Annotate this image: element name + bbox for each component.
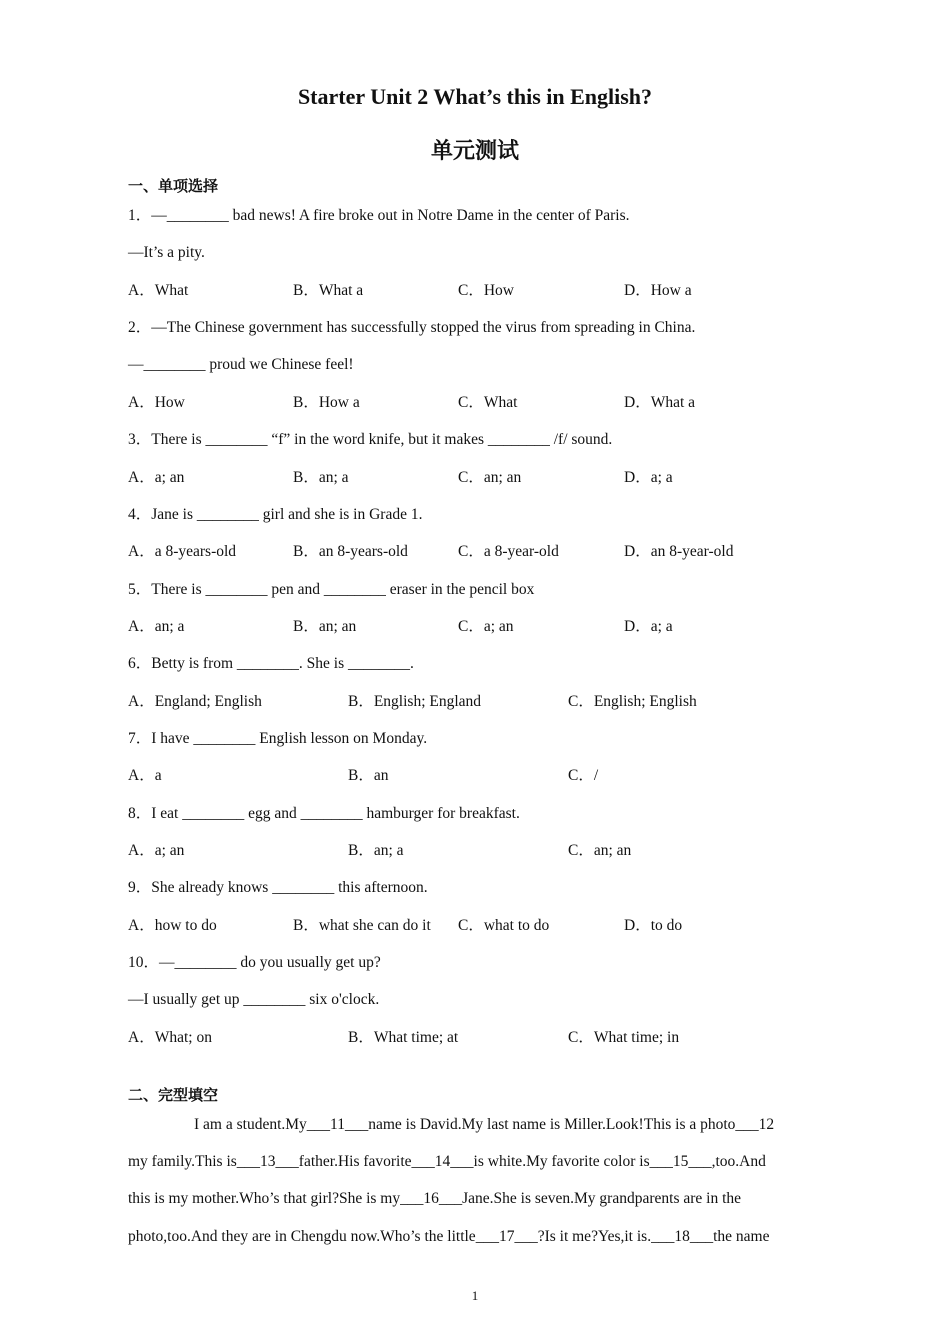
- question-1-line-2: —It’s a pity.: [128, 244, 205, 261]
- question-1-option-b: B．What a: [293, 282, 364, 299]
- question-7-option-a: A．a: [128, 767, 162, 784]
- question-7-option-c: C．/: [568, 767, 599, 784]
- question-2-option-d: D．What a: [624, 394, 696, 411]
- question-1-option-a: A．What: [128, 282, 189, 299]
- question-10-option-a: A．What; on: [128, 1029, 212, 1046]
- question-6-option-c: C．English; English: [568, 693, 697, 710]
- question-4-option-d: D．an 8-year-old: [624, 543, 734, 560]
- question-1-option-c: C．How: [458, 282, 514, 299]
- question-1-option-d: D．How a: [624, 282, 692, 299]
- question-6-option-a: A．England; English: [128, 693, 262, 710]
- question-8-option-c: C．an; an: [568, 842, 632, 859]
- question-2-line-2: —________ proud we Chinese feel!: [128, 356, 354, 373]
- question-2-line-1: 2．—The Chinese government has successfully stopped the virus from spreading in China.: [128, 319, 696, 336]
- page-number: 1: [471, 1288, 479, 1303]
- question-2-option-b: B．How a: [293, 394, 360, 411]
- question-8-option-a: A．a; an: [128, 842, 185, 859]
- question-10-line-2: —I usually get up ________ six o'clock.: [128, 991, 380, 1008]
- passage-line-1: I am a student.My___11___name is David.My last name is Miller.Look!This is a photo___12: [194, 1116, 775, 1133]
- section-heading-cloze: 二、完型填空: [128, 1086, 219, 1104]
- question-5-option-b: B．an; an: [293, 618, 357, 635]
- question-9-option-b: B．what she can do it: [293, 917, 431, 934]
- passage-line-4: photo,too.And they are in Chengdu now.Who’s the little___17___?Is it me?Yes,it is.___18___the name: [128, 1228, 770, 1245]
- question-9-option-d: D．to do: [624, 917, 683, 934]
- question-10-option-c: C．What time; in: [568, 1029, 680, 1046]
- passage-line-2: my family.This is___13___father.His favorite___14___is white.My favorite color is___15___,too.And: [128, 1153, 766, 1170]
- question-4-option-b: B．an 8-years-old: [293, 543, 408, 560]
- question-9-option-c: C．what to do: [458, 917, 550, 934]
- question-1-line-1: 1．—________ bad news! A fire broke out in Notre Dame in the center of Paris.: [128, 207, 630, 224]
- question-10-option-b: B．What time; at: [348, 1029, 459, 1046]
- question-2-option-a: A．How: [128, 394, 185, 411]
- question-3-option-b: B．an; a: [293, 469, 349, 486]
- question-4-option-a: A．a 8-years-old: [128, 543, 237, 560]
- question-6-line-1: 6．Betty is from ________. She is ________.: [128, 655, 414, 672]
- document-title: Starter Unit 2 What’s this in English?: [297, 84, 653, 109]
- question-5-option-d: D．a; a: [624, 618, 673, 635]
- question-7-option-b: B．an: [348, 767, 389, 784]
- question-9-option-a: A．how to do: [128, 917, 217, 934]
- question-9-line-1: 9．She already knows ________ this afternoon.: [128, 879, 428, 896]
- question-4-option-c: C．a 8-year-old: [458, 543, 559, 560]
- document-subtitle: 单元测试: [430, 139, 519, 164]
- question-7-line-1: 7．I have ________ English lesson on Monday.: [128, 730, 428, 747]
- question-8-option-b: B．an; a: [348, 842, 404, 859]
- question-5-line-1: 5．There is ________ pen and ________ eraser in the pencil box: [128, 581, 535, 598]
- question-3-option-d: D．a; a: [624, 469, 673, 486]
- question-3-line-1: 3．There is ________ “f” in the word knife, but it makes ________ /f/ sound.: [128, 431, 613, 448]
- question-5-option-a: A．an; a: [128, 618, 185, 635]
- question-8-line-1: 8．I eat ________ egg and ________ hamburger for breakfast.: [128, 805, 520, 822]
- question-4-line-1: 4．Jane is ________ girl and she is in Grade 1.: [128, 506, 423, 523]
- passage-line-3: this is my mother.Who’s that girl?She is my___16___Jane.She is seven.My grandparents are in the: [128, 1190, 742, 1207]
- question-2-option-c: C．What: [458, 394, 518, 411]
- question-3-option-c: C．an; an: [458, 469, 522, 486]
- question-3-option-a: A．a; an: [128, 469, 185, 486]
- question-6-option-b: B．English; England: [348, 693, 482, 710]
- question-5-option-c: C．a; an: [458, 618, 514, 635]
- section-heading-single-choice: 一、单项选择: [128, 177, 219, 195]
- question-10-line-1: 10．—________ do you usually get up?: [128, 954, 381, 971]
